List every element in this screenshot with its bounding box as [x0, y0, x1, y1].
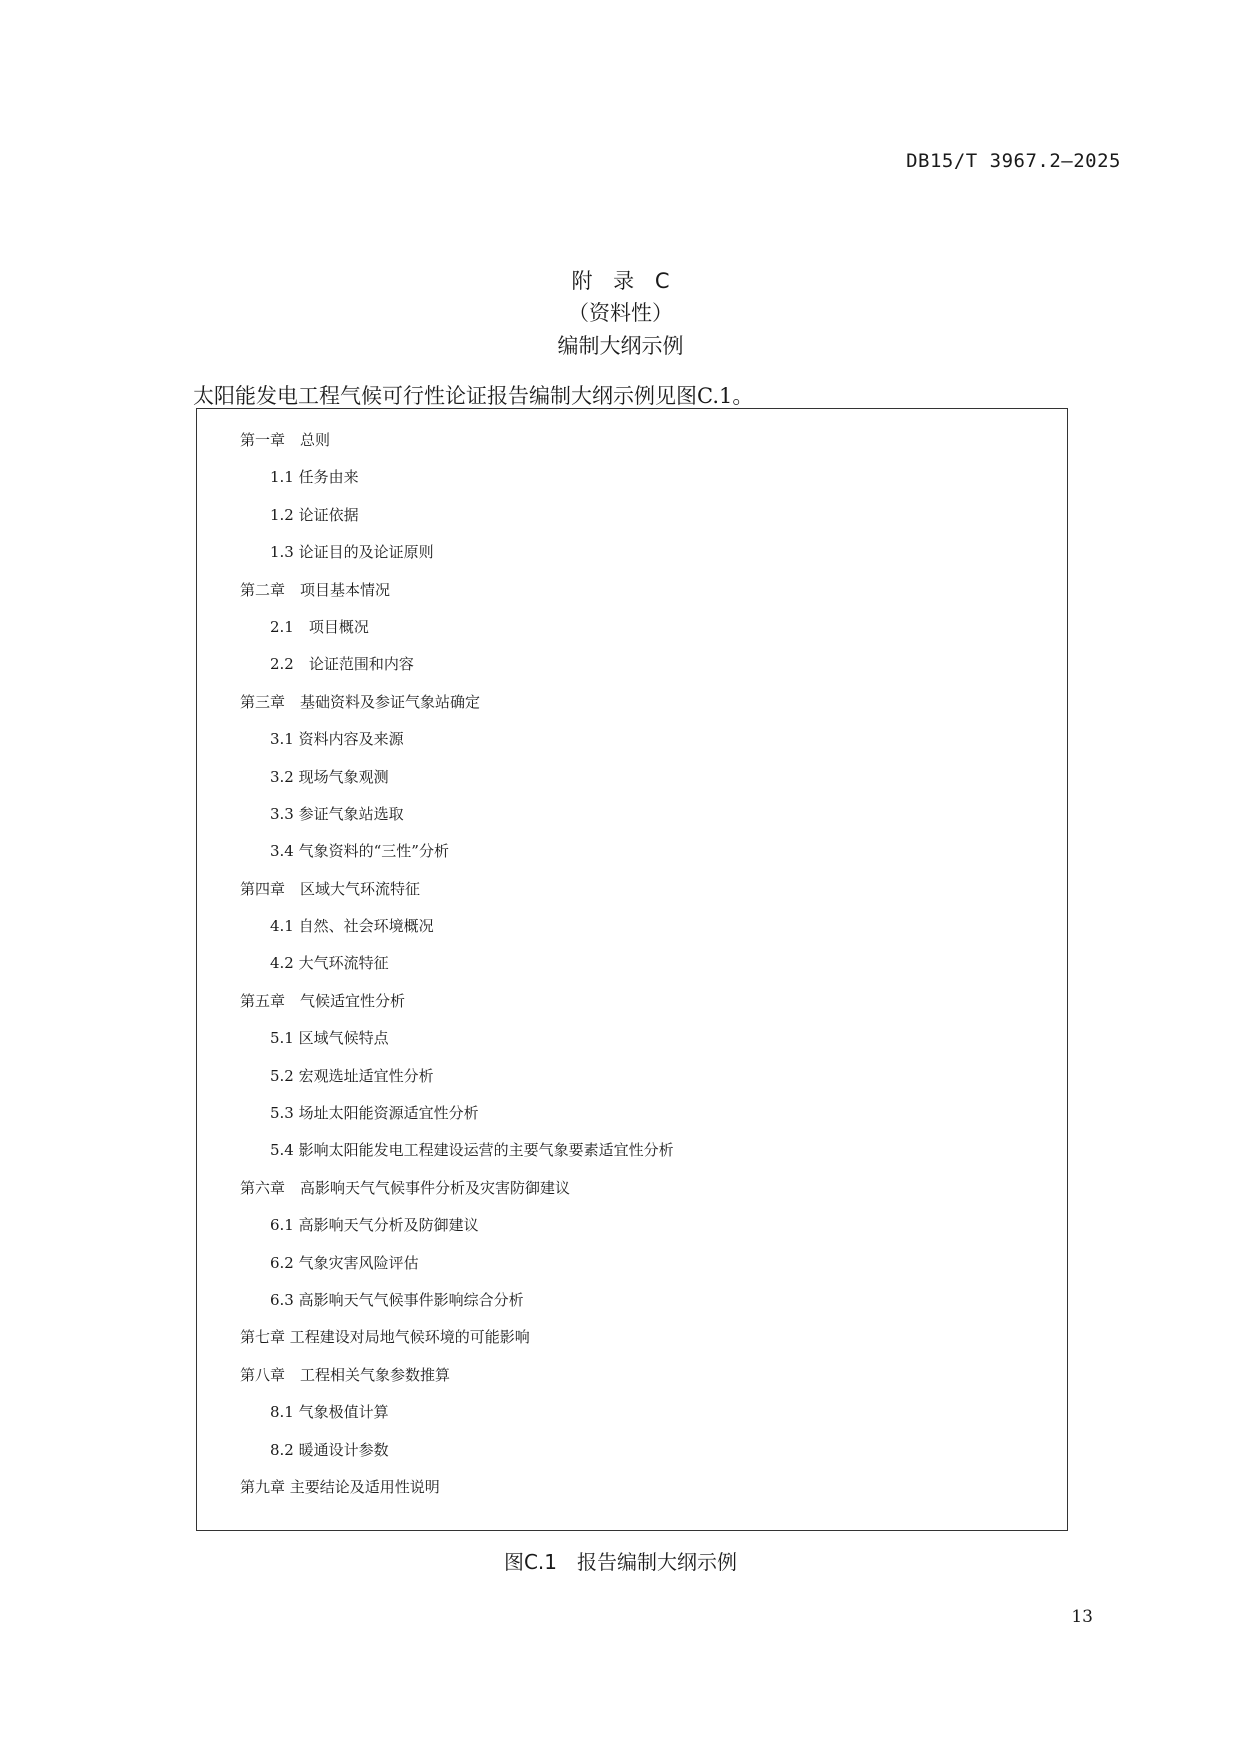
outline-section: 8.1 气象极值计算 — [270, 1403, 389, 1422]
outline-chapter: 第八章 工程相关气象参数推算 — [240, 1365, 451, 1384]
outline-chapter: 第四章 区域大气环流特征 — [240, 879, 421, 898]
outline-figure-box — [196, 408, 1068, 1531]
outline-chapter: 第二章 项目基本情况 — [240, 580, 391, 599]
outline-section: 5.3 场址太阳能资源适宜性分析 — [270, 1104, 479, 1123]
outline-section: 3.4 气象资料的“三性”分析 — [270, 842, 449, 861]
outline-section: 3.3 参证气象站选取 — [270, 804, 404, 823]
outline-section: 2.1 项目概况 — [270, 617, 369, 636]
outline-section: 5.4 影响太阳能发电工程建设运营的主要气象要素适宜性分析 — [270, 1141, 674, 1160]
outline-chapter: 第五章 气候适宜性分析 — [240, 991, 406, 1010]
outline-section: 3.1 资料内容及来源 — [270, 730, 404, 749]
appendix-name: 编制大纲示例 — [557, 334, 684, 358]
outline-section: 1.3 论证目的及论证原则 — [270, 543, 434, 562]
outline-section: 4.1 自然、社会环境概况 — [270, 917, 434, 936]
outline-section: 5.2 宏观选址适宜性分析 — [270, 1066, 434, 1085]
outline-section: 6.1 高影响天气分析及防御建议 — [270, 1216, 479, 1235]
intro-paragraph: 太阳能发电工程气候可行性论证报告编制大纲示例见图C.1。 — [193, 384, 754, 408]
outline-section: 5.1 区域气候特点 — [270, 1029, 389, 1048]
outline-list — [197, 409, 1067, 1506]
outline-section: 6.3 高影响天气气候事件影响综合分析 — [270, 1290, 524, 1309]
page-number: 13 — [1071, 1607, 1093, 1627]
outline-section: 8.2 暖通设计参数 — [270, 1440, 389, 1459]
outline-chapter: 第三章 基础资料及参证气象站确定 — [240, 692, 481, 711]
outline-section: 2.2 论证范围和内容 — [270, 655, 414, 674]
outline-chapter: 第九章 主要结论及适用性说明 — [240, 1477, 440, 1496]
outline-section: 1.1 任务由来 — [270, 468, 359, 487]
appendix-type: （资料性） — [568, 301, 673, 325]
outline-section: 1.2 论证依据 — [270, 505, 359, 524]
document-code: DB15/T 3967.2—2025 — [906, 150, 1121, 172]
figure-caption: 图C.1 报告编制大纲示例 — [503, 1550, 738, 1574]
outline-section: 6.2 气象灾害风险评估 — [270, 1253, 419, 1272]
outline-chapter: 第一章 总则 — [240, 431, 331, 449]
outline-chapter: 第六章 高影响天气气候事件分析及灾害防御建议 — [240, 1178, 571, 1197]
outline-chapter: 第七章 工程建设对局地气候环境的可能影响 — [240, 1328, 530, 1347]
outline-section: 4.2 大气环流特征 — [270, 954, 389, 973]
appendix-title: 附 录 C — [571, 269, 670, 293]
outline-section: 3.2 现场气象观测 — [270, 767, 389, 786]
